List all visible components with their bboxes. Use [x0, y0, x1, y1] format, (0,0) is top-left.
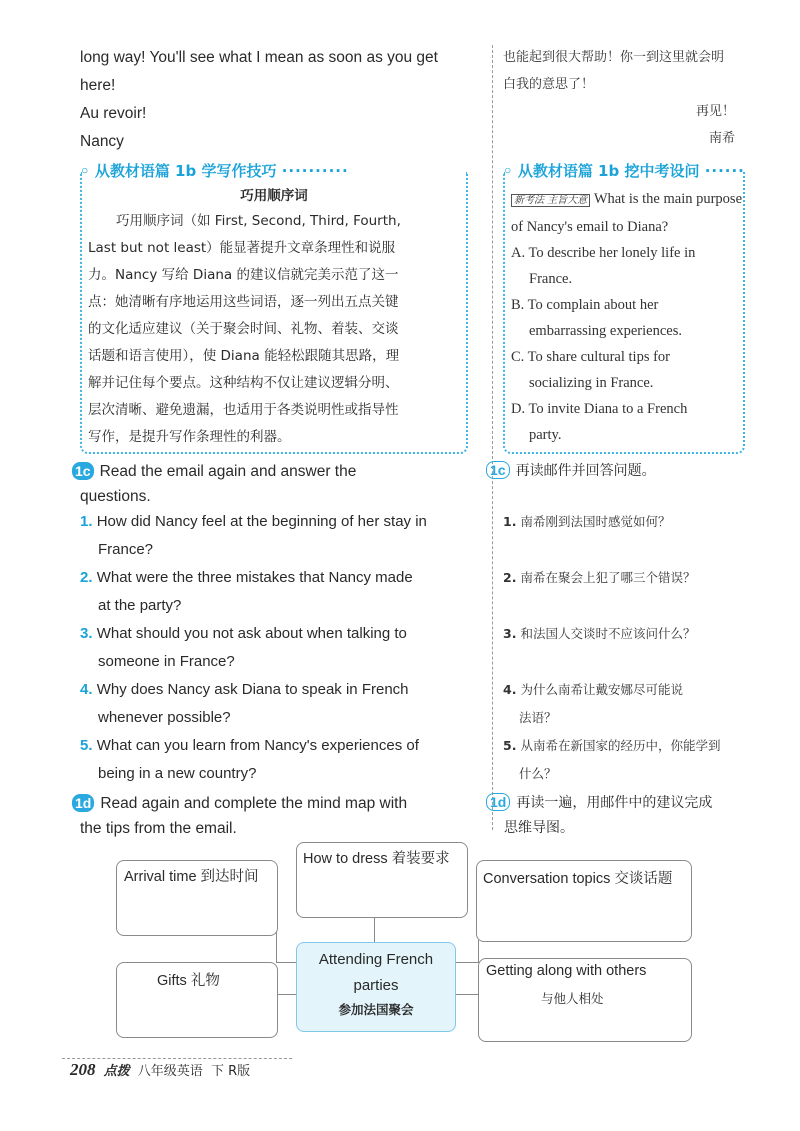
tips-line: Last but not least）能显著提升文章条理性和说服 [88, 240, 396, 256]
tips-line: 力。Nancy 写给 Diana 的建议信就完美示范了这一 [88, 267, 399, 283]
cn-question-2: 2. 南希在聚会上犯了哪三个错误？ [503, 570, 696, 585]
exam-question-content [511, 186, 743, 448]
section-1c-badge: 1c [72, 462, 94, 480]
letter-line: long way! You'll see what I mean as soon as you get [80, 49, 438, 66]
letter-end [80, 44, 438, 156]
footer-book: 八年级英语 [137, 1064, 203, 1079]
connector-line [454, 994, 478, 995]
center-node [296, 942, 456, 1032]
cn-question-5: 5. 从南希在新国家的经历中，你能学到 什么？ [503, 738, 721, 781]
exam-stem: What is the main purpose of Nancy's email to Diana? [511, 191, 742, 235]
conversation-topics-label: Conversation topics 交谈话题 [483, 871, 673, 887]
instruction-line: the tips from the email. [80, 820, 237, 837]
instruction-line: Read the email again and answer the [99, 463, 357, 480]
letter-signature: Nancy [80, 133, 124, 150]
center-label-line: Attending French [318, 951, 434, 968]
cn-question-1: 1. 南希刚到法国时感觉如何？ [503, 514, 671, 529]
instruction-line: questions. [80, 488, 151, 505]
tips-line: 点：她清晰有序地运用这些词语，逐一列出五点关键 [88, 294, 399, 310]
connector-line [374, 916, 375, 942]
gifts-label: Gifts 礼物 [157, 973, 220, 989]
question-1: 1. How did Nancy feel at the beginning of her stay in France? [80, 513, 427, 558]
letter-closing: Au revoir! [80, 105, 147, 122]
cn-question-3: 3. 和法国人交谈时不应该问什么？ [503, 626, 696, 641]
tips-line: 巧用顺序词（如 First, Second, Third, Fourth, [116, 213, 401, 229]
how-to-dress-label: How to dress 着装要求 [303, 851, 450, 867]
exam-tag: 新考法 主旨大意 [511, 194, 590, 207]
question-3: 3. What should you not ask about when talking to someone in France? [80, 625, 407, 670]
tips-line: 层次清晰、避免遗漏，也适用于各类说明性或指导性 [88, 402, 399, 418]
section-1c-cn-instruction [486, 459, 656, 484]
getting-along-box[interactable] [478, 958, 692, 1042]
tips-line: 话题和语言使用），使 Diana 能轻松跟随其思路，理 [88, 348, 400, 364]
connector-line [276, 994, 296, 995]
writing-tips-subtitle: 巧用顺序词 [240, 188, 308, 204]
exam-option-d: D. To invite Diana to a French party. [511, 401, 688, 443]
page-number: 208 [70, 1060, 96, 1079]
how-to-dress-box[interactable] [296, 842, 468, 918]
gifts-box[interactable] [116, 962, 278, 1038]
section-1d-badge-cn: 1d [486, 793, 510, 811]
translation-closing: 再见！ [695, 104, 735, 119]
exam-question-title-text: 从教材语篇 1b 挖中考设问 [517, 162, 700, 180]
translation-line: 白我的意思了！ [503, 77, 595, 92]
question-2: 2. What were the three mistakes that Nancy made at the party? [80, 569, 413, 614]
question-5: 5. What can you learn from Nancy's experiences of being in a new country? [80, 737, 419, 782]
cn-instruction-text: 再读邮件并回答问题。 [515, 463, 656, 479]
letter-line: here! [80, 77, 116, 94]
center-label-line: parties [353, 977, 399, 994]
exam-option-c: C. To share cultural tips for socializing in France. [511, 349, 671, 391]
connector-line [276, 962, 296, 963]
exam-option-b: B. To complain about her embarrassing experiences. [511, 297, 682, 339]
exam-question-title: ◦ 从教材语篇 1b 挖中考设问 ······ [503, 162, 745, 180]
connector-line [478, 940, 479, 963]
section-1d-instruction [72, 791, 472, 841]
translation-line: 也能起到很大帮助！你一到这里就会明 [503, 50, 725, 65]
center-label-cn: 参加法国聚会 [338, 1002, 414, 1017]
translation-signature: 南希 [708, 131, 735, 146]
writing-tips-title: ◦ 从教材语篇 1b 学写作技巧 ·········· [80, 162, 349, 180]
section-1c-instruction [72, 459, 472, 509]
instruction-line: Read again and complete the mind map with [100, 795, 408, 812]
cn-instruction-text: 再读一遍，用邮件中的建议完成 [516, 795, 713, 811]
footer [70, 1060, 250, 1080]
question-4: 4. Why does Nancy ask Diana to speak in French whenever possible? [80, 681, 409, 726]
footer-brand: 点拨 [103, 1064, 130, 1079]
conversation-topics-box[interactable] [476, 860, 692, 942]
section-1d-badge: 1d [72, 794, 94, 812]
exam-option-a: A. To describe her lonely life in France. [511, 245, 696, 287]
section-1c-badge-cn: 1c [486, 461, 510, 479]
cn-question-4: 4. 为什么南希让戴安娜尽可能说 法语？ [503, 682, 683, 725]
writing-tips-body [88, 208, 460, 451]
footer-rule [62, 1058, 292, 1059]
column-divider [492, 45, 493, 830]
tips-line: 解并记住每个要点。这种结构不仅让建议逻辑分明、 [88, 375, 399, 391]
arrival-time-label: Arrival time 到达时间 [124, 869, 259, 885]
arrival-time-box[interactable] [116, 860, 278, 936]
getting-along-label: Getting along with others [486, 963, 647, 979]
connector-line [454, 962, 478, 963]
cn-instruction-text: 思维导图。 [504, 820, 574, 836]
writing-tips-title-text: 从教材语篇 1b 学写作技巧 [94, 162, 277, 180]
tips-line: 写作，是提升写作条理性的利器。 [88, 429, 291, 445]
tips-line: 的文化适应建议（关于聚会时间、礼物、着装、交谈 [88, 321, 399, 337]
getting-along-label-cn: 与他人相处 [541, 991, 604, 1006]
writing-tips-content [88, 184, 460, 451]
footer-edition: 下 R版 [210, 1064, 251, 1079]
letter-end-translation [503, 44, 743, 152]
section-1d-cn-instruction [486, 791, 712, 841]
